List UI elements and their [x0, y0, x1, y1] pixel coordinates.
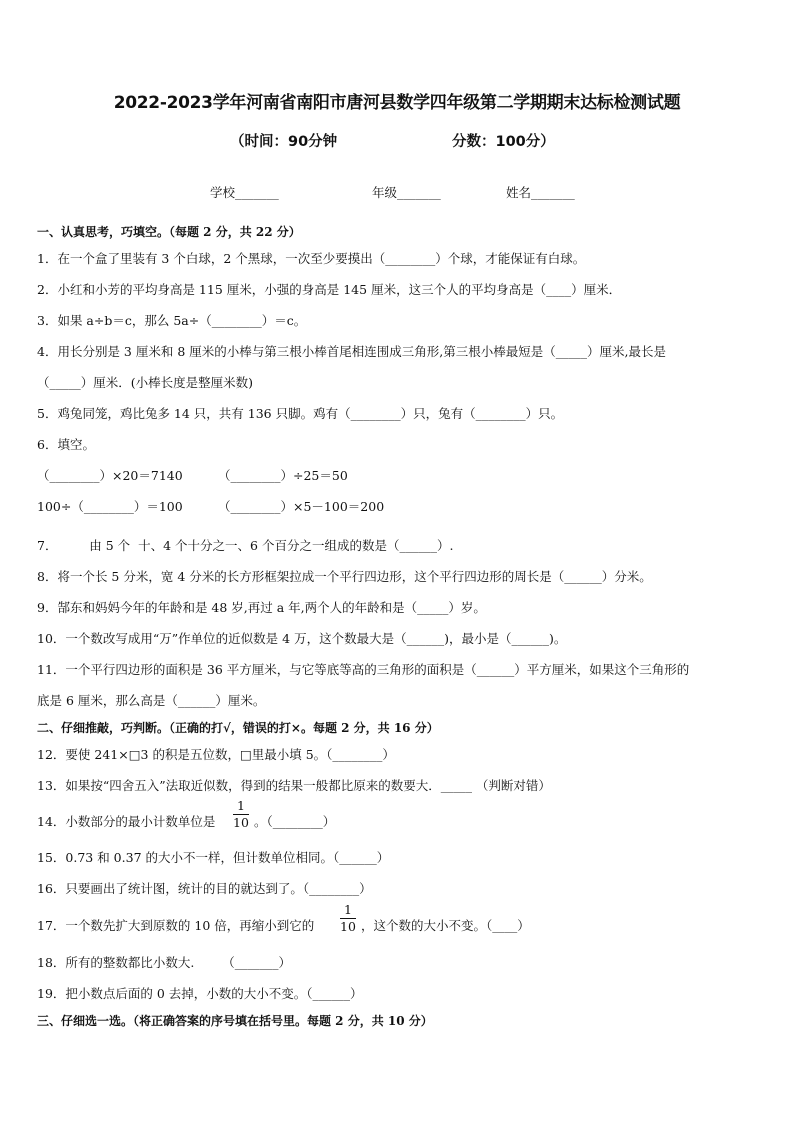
question-13: 13．如果按“四舍五入”法取近似数，得到的结果一般都比原来的数要大．_____ （判断对错）: [37, 778, 551, 793]
fraction-denominator: 10: [233, 815, 249, 830]
question-6: 6．填空。: [37, 437, 95, 452]
question-8: 8．将一个长 5 分米，宽 4 分米的长方形框架拉成一个平行四边形，这个平行四边形的周长是（______）分米。: [37, 569, 652, 584]
question-4-line2: （_____）厘米．(小棒长度是整厘米数): [37, 375, 254, 390]
question-12: 12．要使 241×□3 的积是五位数，□里最小填 5。（________）: [37, 747, 395, 762]
question-15: 15．0.73 和 0.37 的大小不一样，但计数单位相同。（______）: [37, 850, 390, 865]
question-7: 7． 由 5 个 十、4 个十分之一、6 个百分之一组成的数是（______）.: [37, 538, 454, 553]
fraction-one-tenth: [233, 799, 249, 830]
question-18: 18．所有的整数都比小数大. （_______）: [37, 955, 291, 970]
grade-field: 年级_______: [372, 185, 441, 200]
question-16: 16．只要画出了统计图，统计的目的就达到了。（________）: [37, 881, 372, 896]
question-10: 10．一个数改写成用“万”作单位的近似数是 4 万，这个数最大是（______)，最小是（______)。: [37, 631, 567, 646]
question-4-line1: 4．用长分别是 3 厘米和 8 厘米的小棒与第三根小棒首尾相连围成三角形,第三根小棒最短是（_____）厘米,最长是: [37, 344, 666, 359]
question-11-line1: 11．一个平行四边形的面积是 36 平方厘米，与它等底等高的三角形的面积是（______）平方厘米，如果这个三角形的: [37, 662, 690, 677]
question-6a: （________）×20＝7140: [37, 468, 183, 483]
section2-heading: 二、仔细推敲，巧判断。（正确的打√，错误的打×。每题 2 分，共 16 分）: [37, 721, 439, 735]
fraction-numerator: 1: [237, 798, 245, 813]
question-6d: （________）×5－100＝200: [218, 499, 385, 514]
section3-heading: 三、仔细选一选。（将正确答案的序号填在括号里。每题 2 分，共 10 分）: [37, 1014, 433, 1028]
fraction-numerator: 1: [344, 902, 352, 917]
question-6b: （________）÷25＝50: [218, 468, 348, 483]
question-9: 9．郜东和妈妈今年的年龄和是 48 岁,再过 a 年,两个人的年龄和是（_____）岁。: [37, 600, 486, 615]
question-17-text: 17．一个数先扩大到原数的 10 倍，再缩小到它的: [37, 918, 315, 933]
question-3: 3．如果 a÷b＝c，那么 5a÷（________）＝c。: [37, 313, 307, 328]
question-5: 5．鸡兔同笼，鸡比兔多 14 只，共有 136 只脚。鸡有（________）只，兔有（________）只。: [37, 406, 564, 421]
question-19: 19．把小数点后面的 0 去掉，小数的大小不变。（______）: [37, 986, 363, 1001]
question-6c: 100÷（________）＝100: [37, 499, 183, 514]
question-14-text: 14．小数部分的最小计数单位是: [37, 814, 216, 829]
question-2: 2．小红和小芳的平均身高是 115 厘米，小强的身高是 145 厘米，这三个人的平均身高是（____）厘米．: [37, 282, 622, 297]
question-1: 1．在一个盒了里装有 3 个白球，2 个黑球，一次至少要摸出（________）个球，才能保证有白球。: [37, 251, 586, 266]
fraction-denominator: 10: [340, 919, 356, 934]
question-11-line2: 底是 6 厘米，那么高是（______）厘米。: [37, 693, 266, 708]
fraction-one-tenth: [340, 903, 356, 934]
page-title: 2022-2023学年河南省南阳市唐河县数学四年级第二学期期末达标检测试题: [113, 93, 681, 113]
school-field: 学校_______: [210, 185, 279, 200]
section1-heading: 一、认真思考，巧填空。（每题 2 分，共 22 分）: [37, 225, 301, 239]
question-14-answer: 。（________）: [254, 814, 336, 829]
time-label: （时间：90分钟: [230, 134, 338, 150]
name-field: 姓名_______: [506, 185, 575, 200]
score-label: 分数：100分）: [452, 134, 555, 150]
question-17-answer: ，这个数的大小不变。（____）: [361, 918, 530, 933]
